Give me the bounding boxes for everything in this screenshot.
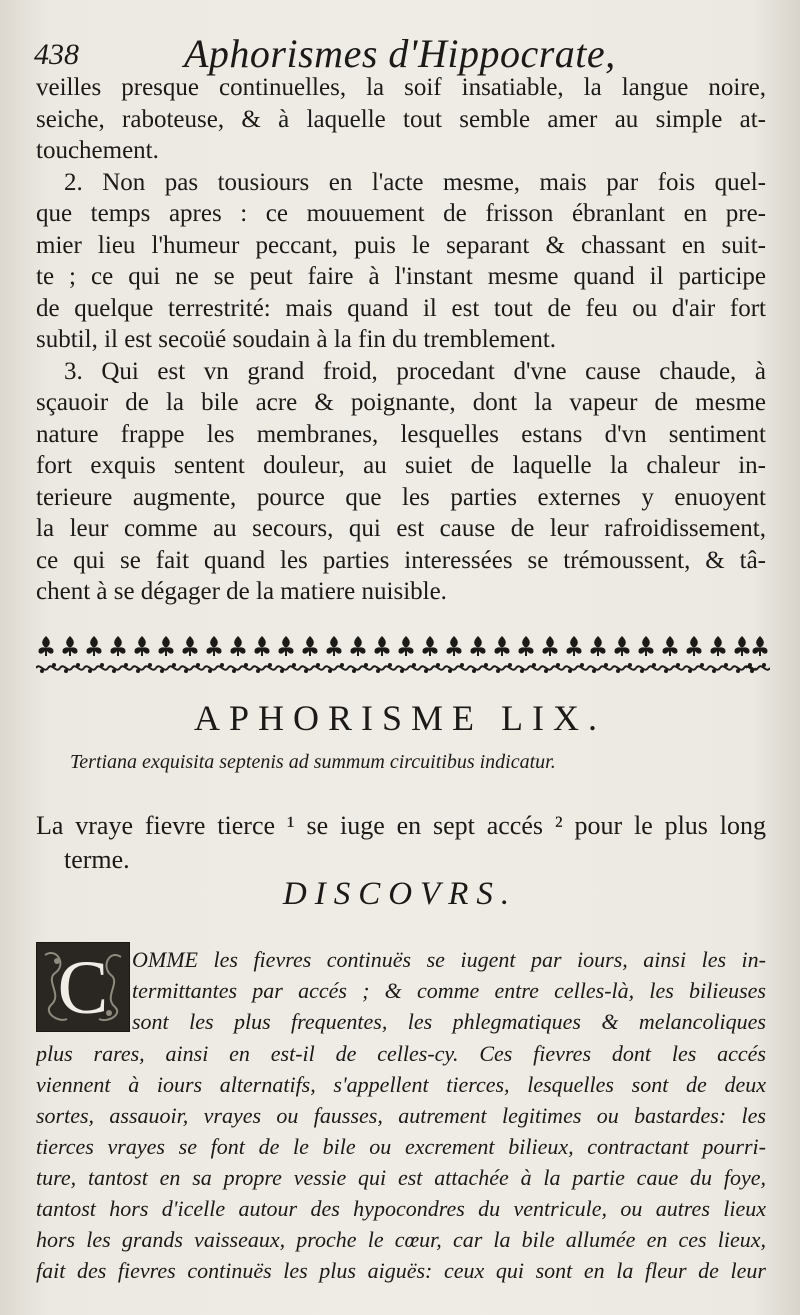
commentary-line: subtil, il est secoüé soudain à la fin du tremblement. xyxy=(36,326,557,353)
discours-lines-beside-initial xyxy=(132,944,766,1037)
commentary-line: la leur comme au secours, qui est cause de leur rafroidissement, xyxy=(36,515,766,542)
commentary-line: te ; ce qui ne se peut faire à l'instant mesme quand il participe xyxy=(36,263,766,290)
translation-line: La vraye fievre tierce ¹ se iuge en sept accés ² pour le plus long xyxy=(36,811,766,840)
commentary-line: touchement. xyxy=(36,137,159,164)
ornament-pattern xyxy=(36,636,770,673)
page-number: 438 xyxy=(34,38,79,71)
commentary-line: fort exquis sentent douleur, au suiet de laquelle la chaleur in- xyxy=(36,452,766,479)
discours-line: OMME les fievres continuës se iugent par iours, ainsi les in- xyxy=(132,947,766,972)
discours-line: ture, tantost en sa propre vessie qui est attachée à la partie caue du foye, xyxy=(36,1165,766,1190)
discours-line: sortes, assauoir, vrayes ou fausses, autrement legitimes ou bastardes: les xyxy=(36,1103,766,1128)
page-header xyxy=(34,24,774,74)
commentary-block xyxy=(36,72,766,608)
decorated-initial xyxy=(36,942,130,1032)
discours-line: sont les plus frequentes, les phlegmatiques & melancoliques xyxy=(132,1009,766,1034)
commentary-line: chent à se dégager de la matiere nuisible. xyxy=(36,578,447,605)
ornament-border xyxy=(36,634,770,678)
discours-lines-full xyxy=(36,1038,766,1286)
discours-line: plus rares, ainsi en est-il de celles-cy. Ces fievres dont les accés xyxy=(36,1041,766,1066)
aphorism-translation xyxy=(36,809,766,877)
commentary-line: de quelque terrestrité: mais quand il est tout de feu ou d'air fort xyxy=(36,294,766,322)
commentary-line: nature frappe les membranes, lesquelles estans d'vn sentiment xyxy=(36,420,766,448)
translation-line: terme. xyxy=(64,845,130,874)
discours-line: tierces vrayes se font de le bile ou excrement bilieux, contractant pourri- xyxy=(36,1134,766,1159)
running-title: Aphorismes d'Hippocrate, xyxy=(184,31,616,76)
aphorism-title: APHORISME LIX. xyxy=(193,698,606,738)
commentary-line: 2. Non pas tousiours en l'acte mesme, mais par fois quel- xyxy=(64,168,766,196)
commentary-line: que temps apres : ce mouuement de frisson ébranlant en pre- xyxy=(36,200,766,227)
commentary-line: seiche, raboteuse, & à laquelle tout semble amer au simple at- xyxy=(36,105,766,133)
discours-title: DISCOVRS. xyxy=(282,876,518,912)
commentary-line: mier lieu l'humeur peccant, puis le separant & chassant en suit- xyxy=(36,231,766,259)
discours-line: fait des fievres continuës les plus aiguës: ceux qui sont en la fleur de leur xyxy=(36,1258,766,1283)
commentary-line: ce qui se fait quand les parties interessées se trémoussent, & tâ- xyxy=(36,546,766,574)
commentary-line: terieure augmente, pource que les parties externes y enuoyent xyxy=(36,483,766,511)
discours-line: termittantes par accés ; & comme entre celles-là, les bilieuses xyxy=(132,978,766,1003)
discours-line: tantost hors d'icelle autour des hypocondres du ventricule, ou autres lieux xyxy=(36,1196,766,1221)
commentary-line: sçauoir de la bile acre & poignante, dont la vapeur de mesme xyxy=(36,389,766,416)
initial-letter: C xyxy=(57,946,109,1030)
discours-line: hors les grands vaisseaux, proche le cœur, car la bile allumée en ces lieux, xyxy=(36,1227,766,1252)
commentary-line: veilles presque continuelles, la soif insatiable, la langue noire, xyxy=(36,74,766,101)
commentary-line: 3. Qui est vn grand froid, procedant d'vne cause chaude, à xyxy=(64,357,766,385)
aphorism-latin-text: Tertiana exquisita septenis ad summum circuitibus indicatur. xyxy=(70,751,556,773)
discours-line: viennent à iours alternatifs, s'appellent tierces, lesquelles sont de deux xyxy=(36,1072,766,1097)
